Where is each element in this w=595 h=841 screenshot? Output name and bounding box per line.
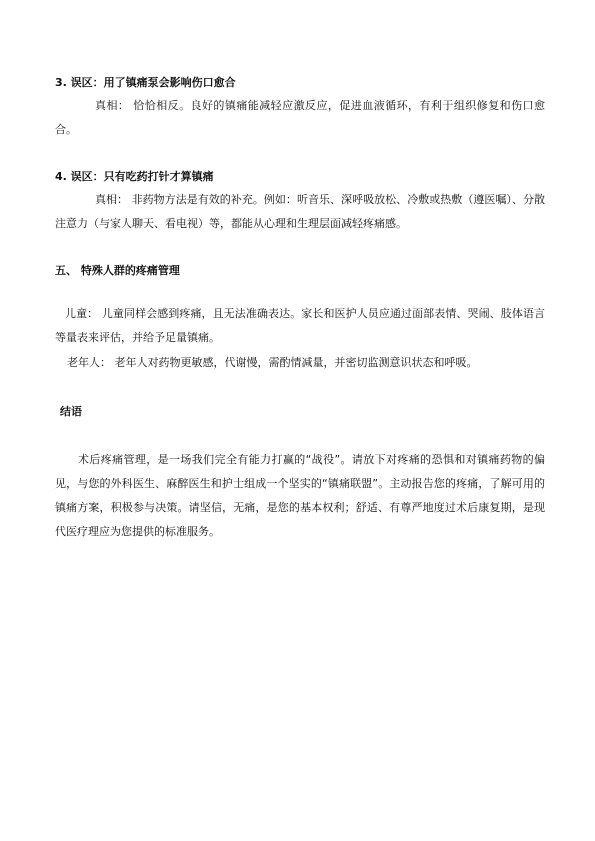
myth3-body: 真相： 恰恰相反。良好的镇痛能减轻应激反应，促进血液循环，有利于组织修复和伤口愈合。 xyxy=(55,99,545,136)
conclusion-body: 术后疼痛管理，是一场我们完全有能力打赢的“战役”。请放下对疼痛的恐惧和对镇痛药物的偏见，与您的外科医生、麻醉医生和护士组成一个坚实的“镇痛联盟”。主动报告您的疼痛，了解可用的镇痛方案，积极参与决策。请坚信，无痛，是您的基本权利；舒适、有尊严地度过术后康复期，是现代医疗理应为您提供的标准服务。 xyxy=(55,453,545,538)
myth4-body: 真相： 非药物方法是有效的补充。例如：听音乐、深呼吸放松、冷敷或热敷（遵医嘱）、分散注意力（与家人聊天、看电视）等，都能从心理和生理层面减轻疼痛感。 xyxy=(55,193,545,230)
conclusion-heading: 结语 xyxy=(60,405,82,418)
children-paragraph: 儿童： 儿童同样会感到疼痛，且无法准确表达。家长和医护人员应通过面部表情、哭闹、肢体语言等量表来评估，并给予足量镇痛。 xyxy=(55,307,545,344)
elderly-paragraph: 老年人： 老年人对药物更敏感，代谢慢，需酌情减量，并密切监测意识状态和呼吸。 xyxy=(67,356,478,369)
special-population-heading: 五、 特殊人群的疼痛管理 xyxy=(55,264,180,277)
myth3-heading: 3. 误区：用了镇痛泵会影响伤口愈合 xyxy=(55,76,236,89)
myth4-heading: 4. 误区：只有吃药打针才算镇痛 xyxy=(55,170,214,183)
